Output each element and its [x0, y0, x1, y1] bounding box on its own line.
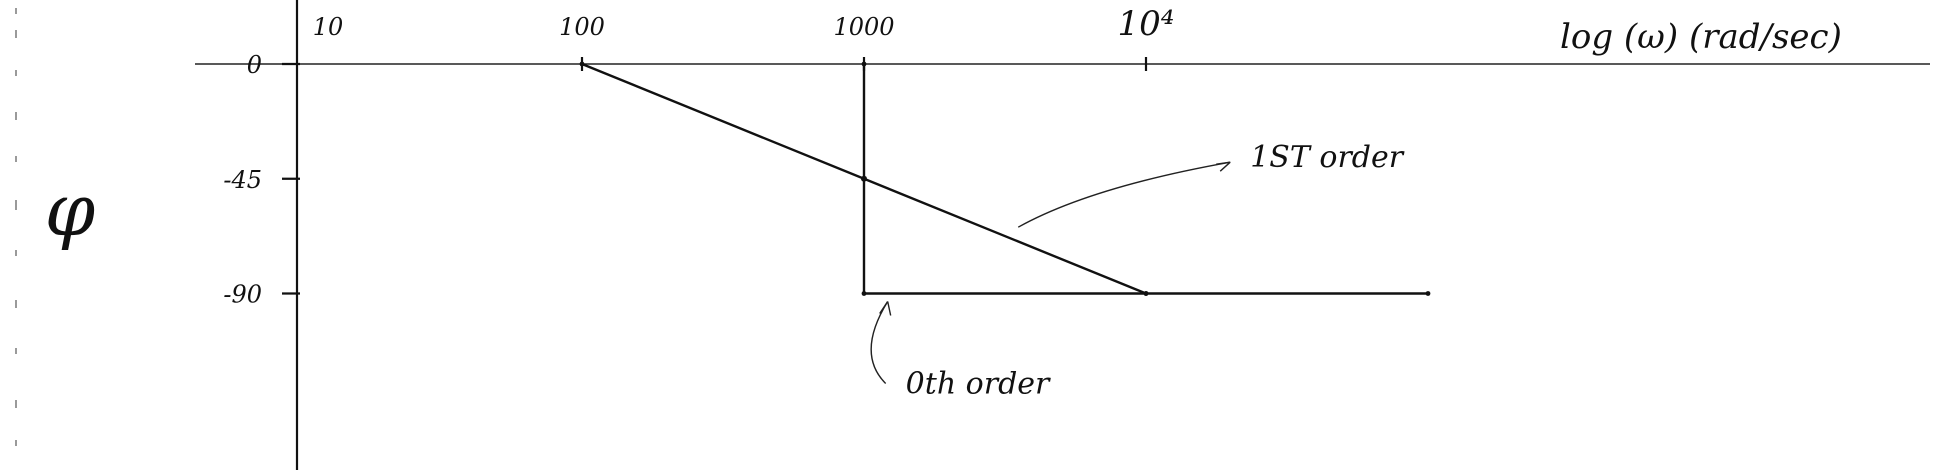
- series-1-point-0: [862, 62, 867, 67]
- x-tick-label-1: 100: [559, 13, 605, 41]
- first-order-annotation: 1ST order: [1250, 140, 1404, 176]
- annotation-layer: [871, 140, 1405, 401]
- y-tick-label-1: -45: [223, 165, 262, 194]
- x-tick-label-0: 10: [312, 13, 344, 41]
- first-order-midpoint: [861, 176, 867, 182]
- y-tick-label-0: 0: [246, 51, 262, 79]
- series-1-point-2: [1144, 291, 1149, 296]
- x-tick-label-2: 1000: [833, 13, 895, 41]
- series-layer: [580, 62, 1431, 296]
- y-ticks: [223, 51, 300, 309]
- zeroth-order-annotation: 0th order: [905, 366, 1050, 402]
- y-tick-label-2: -90: [223, 280, 262, 309]
- x-ticks: [313, 4, 1175, 71]
- first-order-arrow: [1018, 162, 1230, 227]
- series-first-order-line: [582, 64, 1428, 294]
- series-0-point-0: [580, 62, 585, 67]
- series-1-point-1: [862, 291, 867, 296]
- x-tick-label-3: 10⁴: [1117, 4, 1175, 44]
- series-zeroth-order-line: [864, 64, 1146, 294]
- y-axis-label-phi: φ: [44, 168, 96, 252]
- zeroth-order-arrow: [871, 302, 888, 384]
- page-margin-marks: [15, 8, 17, 446]
- first-order-arrowhead: [1216, 162, 1230, 171]
- series-0-point-2: [1426, 291, 1431, 296]
- x-axis-label: log (ω) (rad/sec): [1560, 17, 1842, 57]
